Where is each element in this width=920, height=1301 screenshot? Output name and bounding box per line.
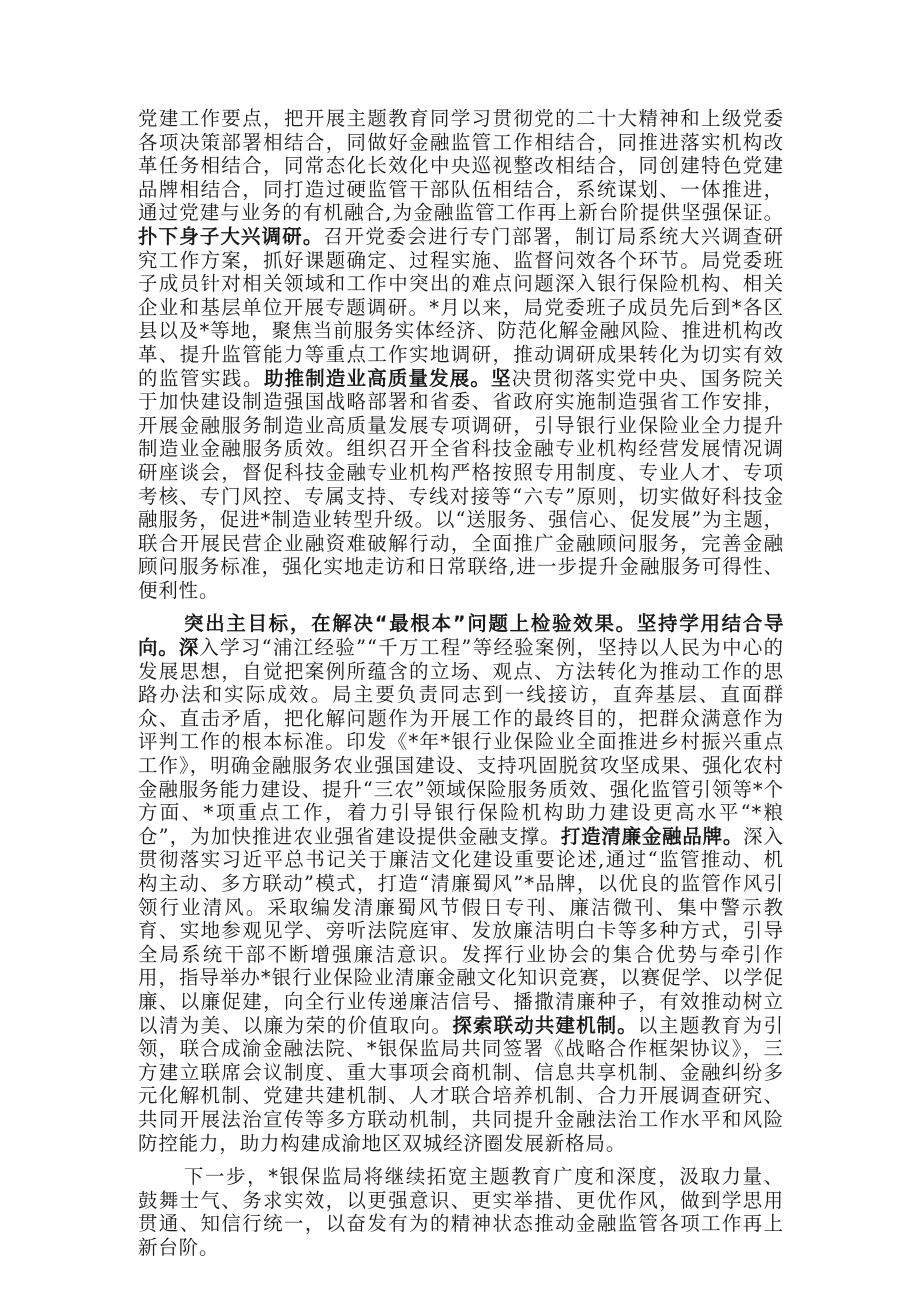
paragraph-next-step	[138, 1165, 784, 1259]
text-run: 决贯彻落实党中央、国务院关于加快建设制造强国战略部署和省委、省政府实施制造强省工作安排，开展金融服务制造业高质量发展专项调研，引导银行业保险业全力提升制造业金融服务质效。组织召开全省科技金融专业机构经营发展情况调研座谈会，督促科技金融专业机构严格按照专用制度、专业人才、专项考核、专门风控、专属支持、专线对接等“六专”原则，切实做好科技金融服务，促进*制造业转型升级。以“送服务、强信心、促发展”为主题，联合开展民营企业融资难破解行动，全面推广金融顾问服务，完善金融顾问服务标准，强化实地走访和日常联络,进一步提升金融服务可得性、便利性。	[138, 366, 784, 602]
text-run: 召开党委会进行专门部署，制订局系统大兴调查研究工作方案，抓好课题确定、过程实施、监督问效各个环节。局党委班子成员针对相关领域和工作中突出的难点问题深入银行保险机构、相关企业和基层单位开展专题调研。*月以来，局党委班子成员先后到*各区县以及*等地，聚焦当前服务实体经济、防范化解金融风险、推进机构改革、提升监管能力等重点工作实地调研，推动调研成果转化为切实有效的监管实践。	[138, 224, 784, 390]
heading-run-main-goal: 突出主目标，在解决“最根本”问题上检验效果。坚持学用结合导向。深	[138, 612, 784, 660]
heading-run-clean-finance: 打造清廉金融品牌。	[560, 824, 744, 848]
heading-run-research: 扑下身子大兴调研。	[138, 224, 324, 248]
text-run: 深入贯彻落实习近平总书记关于廉洁文化建设重要论述,通过“监管推动、机构主动、多方联动”模式，打造“清廉蜀风”*品牌，以优良的监管作风引领行业清风。采取编发清廉蜀风节假日专刊、廉洁微刊、集中警示教育、实地参观见学、旁听法院庭审、发放廉洁明白卡等多种方式，引导全局系统干部不断增强廉洁意识。发挥行业协会的集合优势与牵引作用，指导举办*银行业保险业清廉金融文化知识竞赛，以赛促学、以学促廉、以廉促建，向全行业传递廉洁信号、播撒清廉种子，有效推动树立以清为美、以廉为荣的价值取向。	[138, 824, 784, 1037]
text-run: 下一步，*银保监局将继续拓宽主题教育广度和深度，汲取力量、鼓舞士气、务求实效，以更强意识、更实举措、更优作风，做到学思用贯通、知信行统一，以奋发有为的精神状态推动金融监管各项工作再上新台阶。	[138, 1165, 784, 1259]
heading-run-manufacturing: 助推制造业高质量发展。坚	[263, 366, 512, 390]
text-run: 以主题教育为引领，联合成渝金融法院、*银保监局共同签署《战略合作框架协议》，三方建立联席会议制度、重大事项会商机制、信息共享机制、金融纠纷多元化解机制、党建共建机制、人才联合培养机制、合力开展调查研究、共同开展法治宣传等多方联动机制，共同提升金融法治工作水平和风险防控能力，助力构建成渝地区双城经济圈发展新格局。	[138, 1013, 785, 1155]
text-run: 入学习“浦江经验”“千万工程”等经验案例，坚持以人民为中心的发展思想，自觉把案例所蕴含的立场、观点、方法转化为推动工作的思路办法和实际成效。局主要负责同志到一线接访，直奔基层、直面群众、直击矛盾，把化解问题作为开展工作的最终目的，把群众满意作为评判工作的根本标准。印发《*年*银行业保险业全面推进乡村振兴重点工作》，明确金融服务农业强国建设、支持巩固脱贫攻坚成果、强化农村金融服务能力建设、提升“三农”领域保险服务质效、强化监管引领等*个方面、*项重点工作，着力引导银行保险机构助力建设更高水平“*粮仓”，为加快推进农业强省建设提供金融支撑。	[138, 636, 784, 848]
heading-run-joint-mechanism: 探索联动共建机制。	[452, 1013, 638, 1037]
paragraph-main-goal	[138, 612, 784, 1155]
paragraph-party-building	[138, 107, 784, 602]
text-run: 党建工作要点，把开展主题教育同学习贯彻党的二十大精神和上级党委各项决策部署相结合，同做好金融监管工作相结合，同推进落实机构改革任务相结合，同常态化长效化中央巡视整改相结合，同创建特色党建品牌相结合，同打造过硬监管干部队伍相结合，系统谋划、一体推进，通过党建与业务的有机融合,为金融监管工作再上新台阶提供坚强保证。	[138, 107, 784, 225]
document-page	[138, 107, 784, 1260]
